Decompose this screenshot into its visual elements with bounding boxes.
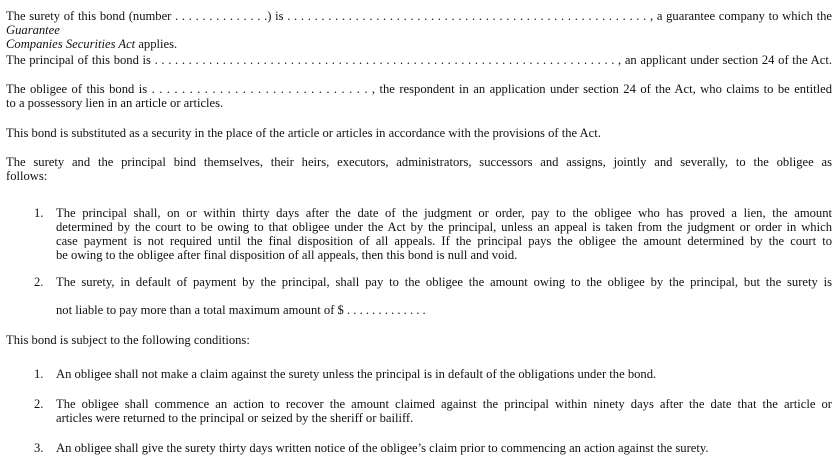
- binding-line-1: The surety and the principal bind themselves, their heirs, executors, administrators, successors and assigns, jointly and severally, to the obligee as: [6, 155, 832, 169]
- item-text: The principal shall, on or within thirty days after the date of the judgment or order, pay to the obligee who has proved a lien, the amount determined by the court to be owing to that obligee under the Act by the principal, unless an appeal is taken from the judgment or order in which case payment is not required until the final disposition of all appeals. If the principal pays the obligee the amount determined by the court to be owing to the obligee after final disposition of all appeals, then this bond is null and void.: [56, 206, 832, 262]
- item-number: 3.: [34, 441, 44, 455]
- principal-line: The principal of this bond is . . . . . . . . . . . . . . . . . . . . . . . . . . . . . . . . . . . . . . . . . . . . . . . . . . . . . . . . . . . . . . . . . . . . , an applicant under section 24 of the Act.: [6, 53, 832, 67]
- item-text: An obligee shall not make a claim against the surety unless the principal is in default of the obligations under the bond.: [56, 367, 657, 381]
- obligee-paragraph: [6, 82, 832, 110]
- surety-paragraph: [6, 9, 832, 51]
- substitution-paragraph: [6, 126, 832, 140]
- obligee-line-1: The obligee of this bond is . . . . . . . . . . . . . . . . . . . . . . . . . . . . . , the respondent in an application under section 24 of the Act, who claims to be entitled: [6, 82, 832, 96]
- item-text: The obligee shall commence an action to recover the amount claimed against the principal within ninety days after the date that the article or articles were returned to the principal or seized by the sheriff or bailiff.: [56, 397, 832, 425]
- binding-line-2: follows:: [6, 169, 48, 183]
- conditions-paragraph: [6, 333, 832, 347]
- conditions-line: This bond is subject to the following conditions:: [6, 333, 250, 347]
- act-name-italic-1: Guarantee: [6, 23, 60, 37]
- item-text: The surety, in default of payment by the principal, shall pay to the obligee the amount owing to the obligee by the principal, but the surety is not liable to pay more than a total maximum amount of $ . . . . . . . . . . . . .: [56, 275, 832, 317]
- principal-paragraph: [6, 53, 832, 67]
- surety-line-1: The surety of this bond (number . . . . . . . . . . . . . .) is . . . . . . . . . . . . . . . . . . . . . . . . . . . . . . . . . . . . . . . . . . . . . . . . . . . . . , a guarantee company to which the Guarantee: [6, 9, 832, 37]
- maximum-amount-line: not liable to pay more than a total maximum amount of $ . . . . . . . . . . . . .: [56, 303, 426, 317]
- obligee-line-2: to a possessory lien in an article or articles.: [6, 96, 224, 110]
- item-number: 2.: [34, 275, 44, 289]
- surety-line-2: Companies Securities Act applies.: [6, 37, 178, 51]
- binding-paragraph: [6, 155, 832, 183]
- act-name-italic-2: Companies Securities Act: [6, 37, 136, 51]
- item-number: 2.: [34, 397, 44, 411]
- substitution-line: This bond is substituted as a security in the place of the article or articles in accordance with the provisions of the Act.: [6, 126, 601, 140]
- item-text: An obligee shall give the surety thirty days written notice of the obligee’s claim prior to commencing an action against the surety.: [56, 441, 709, 455]
- item-number: 1.: [34, 206, 44, 220]
- item-number: 1.: [34, 367, 44, 381]
